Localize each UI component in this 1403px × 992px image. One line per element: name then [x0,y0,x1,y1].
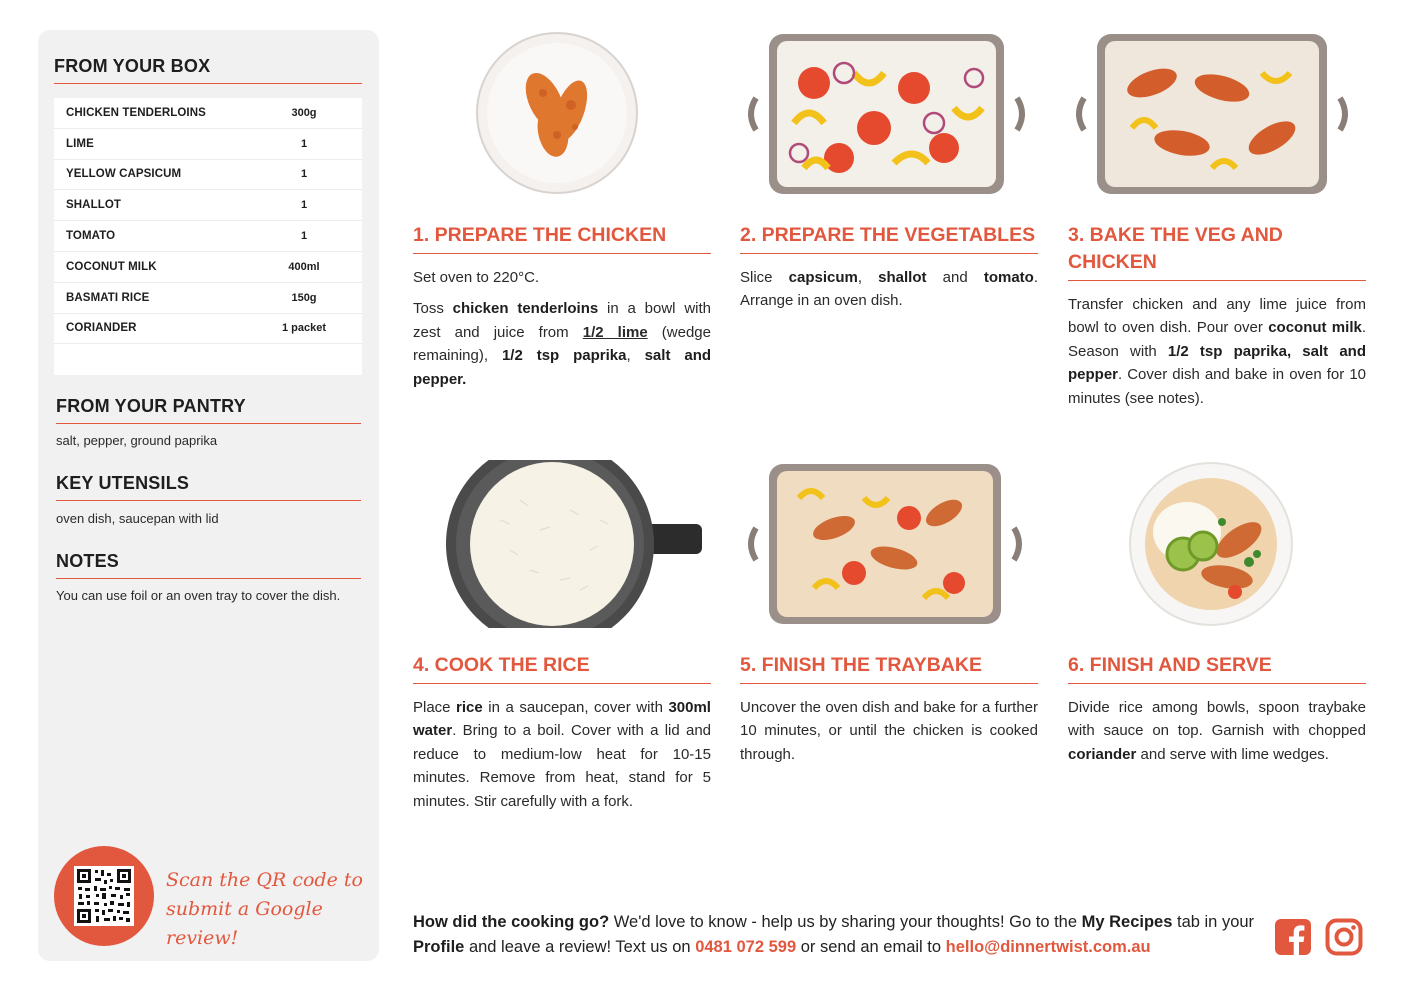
text-run: or send an email to [796,938,946,956]
step-3-text [1068,293,1366,410]
ingredient-name: CORIANDER [66,322,137,335]
text-run: 1/2 lime [582,323,648,341]
text-run: rice [456,699,483,716]
text-run: tomato [983,269,1034,286]
step-1-text-1: Set oven to 220°C. [413,269,540,286]
text-run: and leave a review! Text us on [464,938,696,956]
text-run: Profile [413,938,465,956]
ingredient-name: YELLOW CAPSICUM [66,168,182,181]
ingredient-row [54,190,362,221]
text-run: 1/2 tsp paprika, salt and pepper [1068,342,1366,384]
ingredient-row [54,314,362,345]
step-5-title: 5. FINISH THE TRAYBAKE [740,652,1038,684]
text-run: 1/2 tsp paprika [501,347,627,365]
text-run: Place [413,699,457,716]
text-run: Slice [740,269,789,286]
text-run: and serve with lime wedges. [1136,745,1329,763]
step-1-photo [475,31,639,195]
step-4-text [413,696,711,813]
step-2-text [740,266,1038,313]
text-run: , [857,269,879,286]
step-5-text [740,696,1038,766]
text-run: (wedge remaining), [413,323,711,365]
text-run: and [926,269,984,286]
text-run: tab in your [1172,913,1255,931]
footer-feedback-text [413,910,1263,960]
pantry-text: salt, pepper, ground paprika [56,433,218,448]
step-4-body [413,696,711,821]
step-1-body [413,266,711,399]
ingredient-quantity: 1 packet [281,322,327,335]
ingredient-quantity: 400ml [288,260,320,273]
step-4-photo [440,460,702,628]
step-3-photo [1072,28,1352,200]
text-run: . Arrange in an oven dish. [740,269,1038,310]
ingredient-row [54,221,362,252]
ingredient-quantity: 150g [291,291,317,304]
step-3-title: 3. BAKE THE VEG AND CHICKEN [1068,222,1366,281]
utensils-title: KEY UTENSILS [56,473,361,501]
notes-title: NOTES [56,551,361,579]
text-run: coriander [1068,745,1137,763]
qr-caption-line-1: Scan the QR code to [166,869,363,891]
ingredient-quantity: 300g [291,106,317,119]
pantry-title: FROM YOUR PANTRY [56,396,361,424]
step-2-title: 2. PREPARE THE VEGETABLES [740,222,1038,254]
qr-code-icon [74,866,134,926]
step-1-title: 1. PREPARE THE CHICKEN [413,222,711,254]
step-5-photo [744,458,1026,630]
text-run: in a saucepan, cover with [482,699,669,716]
notes-text: You can use foil or an oven tray to cover the dish. [56,588,341,603]
ingredient-name: TOMATO [66,230,116,243]
text-run: 300ml water [413,699,711,740]
step-2-photo [744,28,1029,200]
utensils-text: oven dish, saucepan with lid [56,511,219,526]
facebook-icon[interactable] [1274,918,1312,956]
contact-link[interactable]: hello@dinnertwist.com.au [945,938,1151,956]
text-run: salt and pepper. [413,347,712,388]
text-run: Toss [413,300,453,318]
text-run: Divide rice among bowls, spoon traybake with sauce on top. Garnish with chopped [1068,699,1366,740]
from-your-box-title: FROM YOUR BOX [54,56,362,84]
text-run: chicken tenderloins [452,300,599,318]
step-4-title: 4. COOK THE RICE [413,652,711,684]
sidebar [38,30,379,961]
text-run: coconut milk [1268,319,1362,337]
step-6-photo [1127,462,1295,626]
text-run: How did the cooking go? [413,913,610,931]
ingredient-quantity: 1 [300,230,308,243]
step-6-text [1068,696,1366,766]
text-run: in a bowl with zest and juice from [413,300,712,341]
qr-caption-line-2: submit a Google review! [166,898,323,949]
ingredient-quantity: 1 [300,137,308,150]
ingredient-row [54,160,362,191]
ingredient-name: SHALLOT [66,199,121,212]
instagram-icon[interactable] [1325,918,1363,956]
text-run: My Recipes [1081,913,1173,931]
step-1-text-2 [413,297,711,391]
ingredient-quantity: 1 [300,168,308,181]
ingredient-name: LIME [66,137,94,150]
step-6-title: 6. FINISH AND SERVE [1068,652,1366,684]
ingredient-name: BASMATI RICE [66,291,150,304]
text-run: . Cover dish and bake in oven for 10 minutes (see notes). [1068,366,1366,407]
text-run: Transfer chicken and any lime juice from bowl to oven dish. Pour over [1068,296,1366,337]
ingredient-quantity: 1 [300,199,308,212]
step-2-body [740,266,1038,321]
ingredient-name: COCONUT MILK [66,260,157,273]
ingredient-row [54,252,362,283]
ingredients-table [54,98,362,375]
text-run: We'd love to know - help us by sharing your thoughts! Go to the [609,913,1082,931]
qr-caption [166,866,366,953]
text-run: capsicum [788,269,858,286]
step-6-body [1068,696,1366,774]
text-run: , [626,347,645,365]
qr-code[interactable] [54,846,154,946]
ingredient-name: CHICKEN TENDERLOINS [66,106,206,119]
step-3-body [1068,293,1366,418]
ingredient-row [54,283,362,314]
text-run: . Season with [1068,319,1366,360]
text-run: Uncover the oven dish and bake for a further 10 minutes, or until the chicken is cooked through. [740,699,1038,763]
text-run: shallot [878,269,927,286]
step-5-body [740,696,1038,774]
ingredient-row [54,98,362,129]
contact-link[interactable]: 0481 072 599 [695,938,797,956]
ingredient-row [54,129,362,160]
text-run: . Bring to a boil. Cover with a lid and reduce to medium-low heat for 10-15 minutes. Remove from heat, stand for 5 minutes. Stir carefully with a fork. [413,722,711,810]
